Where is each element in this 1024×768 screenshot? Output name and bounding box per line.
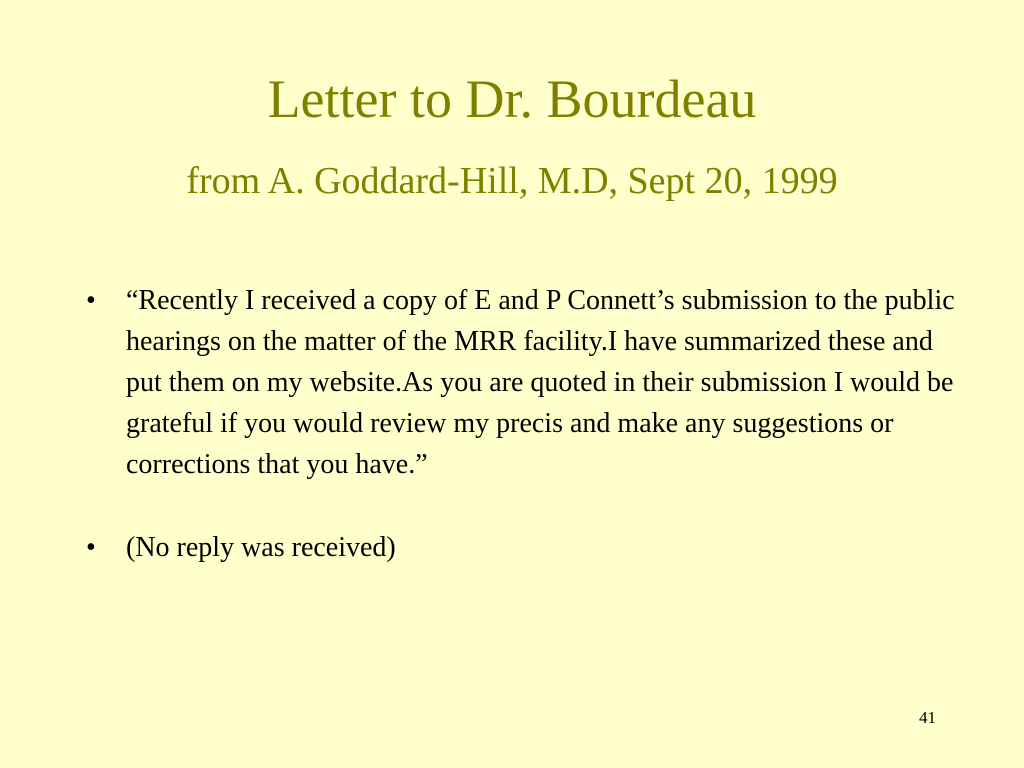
slide-title: Letter to Dr. Bourdeau [267, 69, 757, 129]
slide-number: 41 [919, 708, 936, 727]
bullet-item [86, 280, 956, 485]
bullet-text-quote: “Recently I received a copy of E and P Connett’s submission to the public hearings on the matter of the MRR facility.I have summarized these and put them on my website.As you are quoted in their submission I would be grateful if you would review my precis and make any suggestions or corrections that you have.” [126, 285, 955, 480]
bullet-icon: • [86, 285, 96, 316]
bullet-list [86, 280, 956, 568]
bullet-item [86, 527, 956, 568]
bullet-text-no-reply: (No reply was received) [126, 532, 396, 563]
bullet-icon: • [86, 532, 96, 563]
slide-subtitle: from A. Goddard-Hill, M.D, Sept 20, 1999 [186, 160, 838, 202]
